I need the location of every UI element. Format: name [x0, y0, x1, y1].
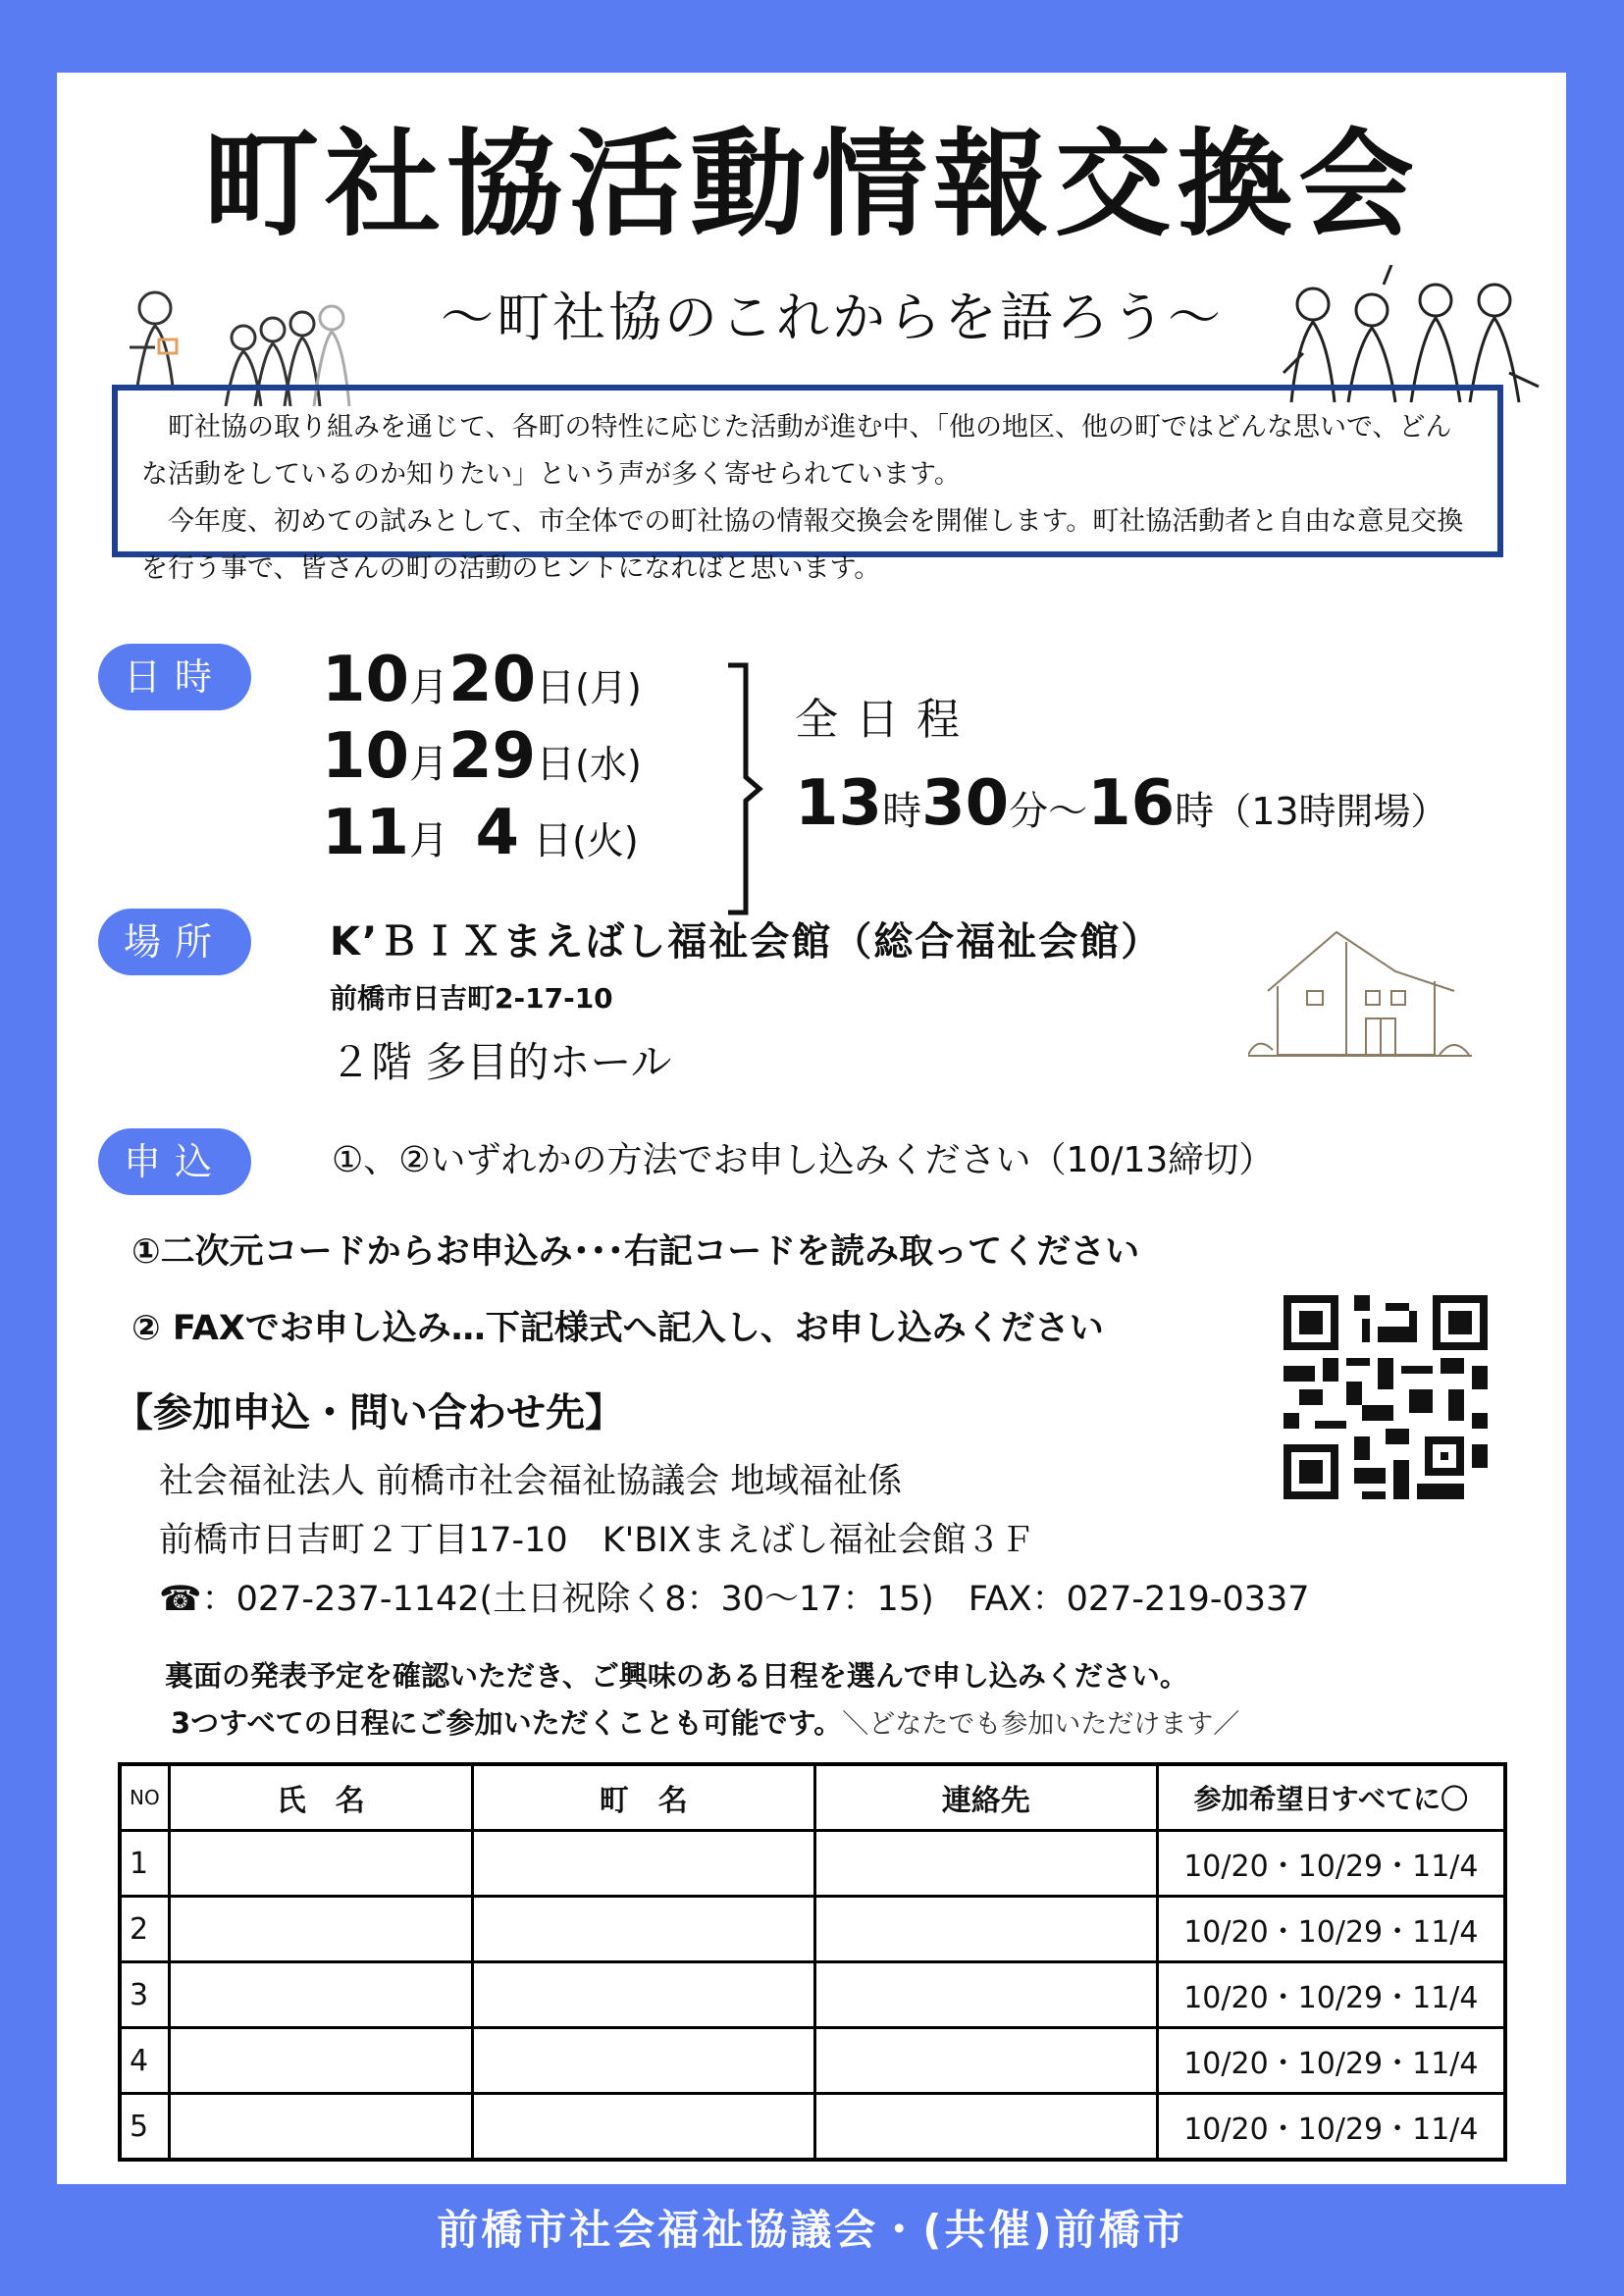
header-dates: 参加希望日すべてに〇: [1157, 1764, 1505, 1831]
apply-method-fax: ② FAXでお申し込み…下記様式へ記入し、お申し込みください: [131, 1309, 1104, 1348]
town-field[interactable]: [472, 2028, 814, 2094]
town-field[interactable]: [472, 2094, 814, 2161]
hour-unit: 時: [882, 789, 922, 834]
minute-unit: 分～: [1009, 789, 1088, 834]
month-unit: 月: [409, 742, 449, 787]
row-number: 4: [120, 2028, 169, 2094]
bracket: [724, 661, 763, 916]
table-header-row: [120, 1764, 1505, 1831]
contact-field[interactable]: [814, 1897, 1157, 1962]
day-of-week: (水): [575, 743, 642, 786]
date-line: [322, 642, 642, 718]
header-town: 町 名: [472, 1764, 814, 1831]
day-of-week: (月): [575, 666, 642, 709]
opening-note: （13時開場）: [1214, 790, 1448, 833]
month-unit: 月: [409, 665, 449, 710]
day-unit: 日: [536, 665, 576, 710]
date-day: 29: [448, 720, 537, 793]
date-month: 11: [322, 797, 410, 869]
venue-floor: ２階 多目的ホール: [330, 1038, 672, 1086]
date-options[interactable]: 10/20・10/29・11/4: [1157, 1831, 1505, 1897]
row-number: 5: [120, 2094, 169, 2161]
note-line-2: [171, 1701, 1239, 1742]
time-range: [795, 759, 1448, 863]
footer-organizer: 前橋市社会福祉協議会・(共催)前橋市: [437, 2206, 1187, 2254]
tagline: ＼どなたでも参加いただけます／: [842, 1709, 1240, 1740]
start-minute: 30: [921, 767, 1010, 840]
intro-box: [112, 385, 1503, 584]
town-field[interactable]: [472, 1897, 814, 1962]
date-line: [322, 795, 642, 871]
month-unit: 月: [409, 818, 449, 863]
day-unit: 日: [533, 818, 573, 863]
apply-label: 申込: [98, 1128, 251, 1195]
contact-field[interactable]: [814, 1962, 1157, 2028]
date-options[interactable]: 10/20・10/29・11/4: [1157, 2028, 1505, 2094]
table-row: [120, 1897, 1505, 1962]
table-row: [120, 1831, 1505, 1897]
date-list: [322, 642, 642, 871]
contact-field[interactable]: [814, 1831, 1157, 1897]
page-title: 町社協活動情報交換会: [202, 117, 1420, 252]
town-field[interactable]: [472, 1831, 814, 1897]
date-day: 4: [475, 797, 520, 869]
header-no: NO: [120, 1764, 169, 1831]
end-hour: 16: [1087, 767, 1176, 840]
schedule-label: 日時: [98, 644, 251, 710]
note-line-1: 裏面の発表予定を確認いただき、ご興味のある日程を選んで申し込みください。: [165, 1659, 1188, 1693]
header-contact: 連絡先: [814, 1764, 1157, 1831]
date-month: 10: [322, 720, 410, 793]
contact-organization: 社会福祉法人 前橋市社会福祉協議会 地域福祉係: [159, 1462, 903, 1501]
table-row: [120, 1962, 1505, 2028]
end-hour-unit: 時: [1175, 789, 1215, 834]
house-icon: [1248, 913, 1474, 1060]
name-field[interactable]: [169, 1962, 472, 2028]
phone-icon: ☎: [159, 1580, 202, 1619]
table-row: [120, 2028, 1505, 2094]
date-options[interactable]: 10/20・10/29・11/4: [1157, 1897, 1505, 1962]
time-block: [795, 681, 1448, 863]
name-field[interactable]: [169, 2028, 472, 2094]
row-number: 1: [120, 1831, 169, 1897]
table-row: [120, 2094, 1505, 2161]
contact-address: 前橋市日吉町２丁目17-10 K'BIXまえばし福祉会館３Ｆ: [159, 1521, 1035, 1560]
contact-field[interactable]: [814, 2028, 1157, 2094]
application-form-table: [118, 1762, 1507, 2162]
name-field[interactable]: [169, 1831, 472, 1897]
day-unit: 日: [536, 742, 576, 787]
all-days-label: 全日程: [795, 695, 977, 745]
page-subtitle: ～町社協のこれからを語ろう～: [441, 287, 1224, 348]
apply-instructions: ①、②いずれかの方法でお申し込みください（10/13締切）: [332, 1140, 1275, 1180]
header-name: 氏 名: [169, 1764, 472, 1831]
name-field[interactable]: [169, 2094, 472, 2161]
apply-method-qr: ①二次元コードからお申込み･･･右記コードを読み取ってください: [131, 1232, 1140, 1272]
venue-name: K’ＢＩＸまえばし福祉会館（総合福祉会館）: [330, 919, 1163, 965]
date-options[interactable]: 10/20・10/29・11/4: [1157, 2094, 1505, 2161]
intro-paragraph-1: 町社協の取り組みを通じて、各町の特性に応じた活動が進む中、「他の地区、他の町ではどんな思いで、どんな活動をしているのか知りたい」という声が多く寄せられています。: [141, 412, 1452, 490]
day-of-week: (火): [572, 819, 639, 862]
contact-phone-line: [159, 1572, 1310, 1621]
name-field[interactable]: [169, 1897, 472, 1962]
flyer-sheet: [57, 73, 1566, 2184]
date-day: 20: [448, 644, 537, 716]
qr-code-icon[interactable]: [1283, 1295, 1488, 1499]
town-field[interactable]: [472, 1962, 814, 2028]
row-number: 3: [120, 1962, 169, 2028]
start-hour: 13: [795, 767, 883, 840]
intro-paragraph-2: 今年度、初めての試みとして、市全体での町社協の情報交換会を開催します。町社協活動者と自由な意見交換を行う事で、皆さんの町の活動のヒントになればと思います。: [141, 506, 1464, 584]
row-number: 2: [120, 1897, 169, 1962]
venue-address: 前橋市日吉町2-17-10: [330, 982, 613, 1015]
contact-phone-fax: ：027-237-1142(土日祝除く8：30～17：15) FAX：027-219-0337: [201, 1580, 1310, 1619]
date-month: 10: [322, 644, 410, 716]
contact-field[interactable]: [814, 2094, 1157, 2161]
date-options[interactable]: 10/20・10/29・11/4: [1157, 1962, 1505, 2028]
date-line: [322, 718, 642, 795]
contact-heading: 【参加申込・問い合わせ先】: [114, 1390, 624, 1435]
venue-label: 場所: [98, 909, 251, 975]
note-line-2-text: 3つすべての日程にご参加いただくことも可能です。: [171, 1706, 843, 1740]
